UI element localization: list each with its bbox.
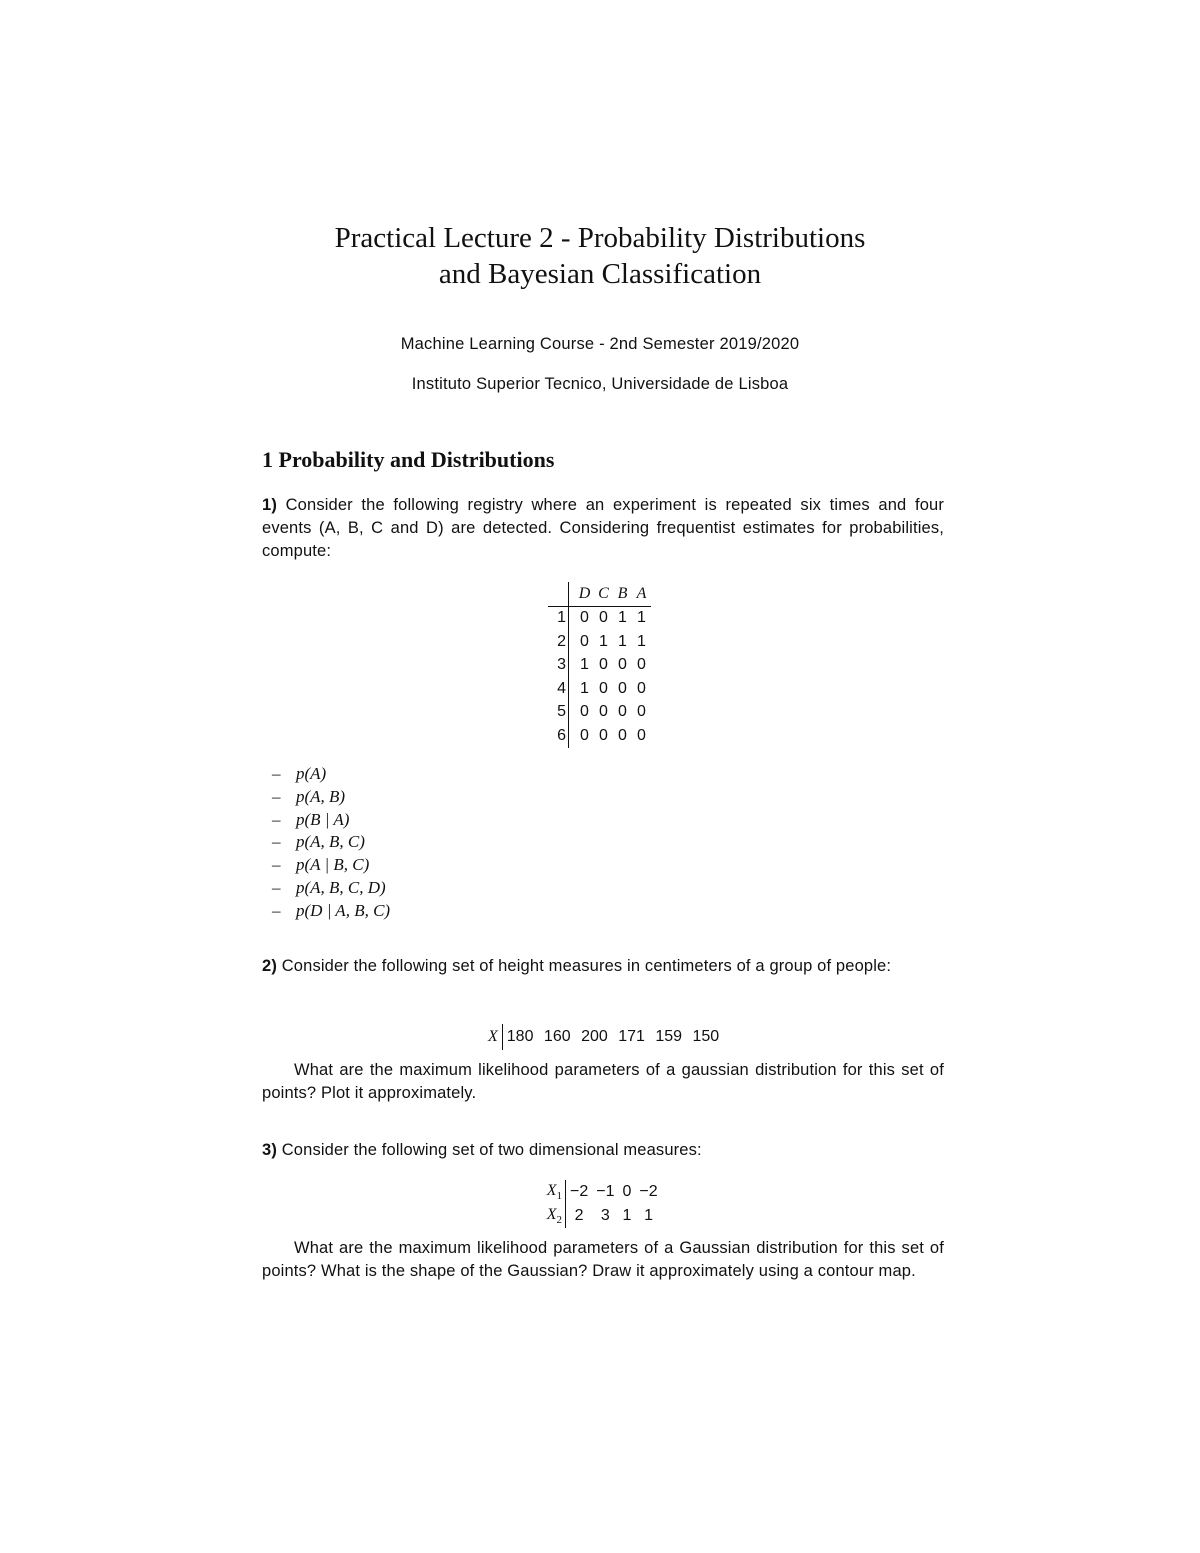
table-cell: 0 [599, 703, 608, 721]
table-row [548, 724, 651, 748]
list-item-text: p(D | A, B, C) [296, 900, 391, 920]
row-label: 5 [548, 701, 569, 725]
question-1 [262, 494, 944, 563]
question-3-followup [262, 1237, 944, 1283]
list-dash: – [272, 832, 281, 852]
table-cell: 0 [637, 726, 646, 744]
table-cell: 0 [637, 679, 646, 697]
table-row [536, 1204, 662, 1228]
course-subtitle: Machine Learning Course - 2nd Semester 2019/2020 [400, 335, 800, 353]
column-header: A [632, 582, 651, 606]
x2-label-text: X [546, 1205, 557, 1223]
column-header: C [594, 582, 613, 606]
question-3-number: 3) [262, 1141, 277, 1159]
question-2-followup [262, 1059, 944, 1105]
list-dash: – [272, 809, 281, 829]
table-cell: 0 [637, 703, 646, 721]
list-item-text: p(B | A) [296, 809, 350, 829]
question-2-text: Consider the following set of height measures in centimeters of a group of people: [281, 957, 892, 975]
question-2 [262, 955, 944, 978]
list-dash: – [272, 786, 281, 806]
table-row [548, 606, 651, 630]
list-dash: – [272, 764, 281, 783]
table-cell: −2 [570, 1183, 589, 1200]
table-row [548, 630, 651, 654]
table-cell: 1 [618, 609, 627, 627]
row-label: 6 [548, 724, 569, 748]
x2-subscript: 2 [556, 1214, 562, 1227]
x1-label-text: X [546, 1181, 557, 1199]
question-3-followup-text: What are the maximum likelihood parameters of a Gaussian distribution for this set of points? What is the shape of the Gaussian? Draw it approximately using a contour map. [262, 1239, 944, 1280]
x-label: X [488, 1024, 503, 1050]
table-header-row [548, 582, 651, 606]
list-dash: – [272, 855, 281, 875]
table-cell: 3 [600, 1207, 610, 1224]
x1-label [536, 1180, 566, 1204]
table-cell: −2 [639, 1183, 658, 1200]
table-cell: 0 [580, 726, 589, 744]
question-3-text: Consider the following set of two dimensional measures: [281, 1141, 702, 1159]
table-cell: 1 [618, 632, 627, 650]
list-item-text: p(A, B) [296, 786, 346, 806]
row-label: 1 [548, 606, 569, 630]
table-cell: 0 [622, 1183, 632, 1200]
column-header: B [613, 582, 632, 606]
list-dash: – [272, 900, 281, 920]
list-item [272, 809, 390, 832]
table-cell: 0 [618, 679, 627, 697]
list-item [272, 831, 390, 854]
table-row [548, 677, 651, 701]
table-cell: 1 [637, 632, 646, 650]
document-title-line2: and Bayesian Classification [438, 258, 762, 290]
table-cell: 1 [622, 1207, 632, 1224]
list-item-text: p(A, B, C) [296, 832, 365, 852]
table-cell: 1 [599, 632, 608, 650]
table-cell: 0 [599, 726, 608, 744]
x-values: 180 160 200 171 159 150 [506, 1028, 720, 1045]
table-cell: 1 [580, 656, 589, 674]
x2-label [536, 1204, 566, 1228]
table-row [536, 1180, 662, 1204]
event-registry-table [548, 582, 651, 748]
table-cell: 1 [580, 679, 589, 697]
question-2-followup-text: What are the maximum likelihood parameters of a gaussian distribution for this set of points? Plot it approximately. [262, 1061, 944, 1102]
section-heading: 1 Probability and Distributions [262, 447, 555, 472]
probability-list [272, 763, 390, 923]
list-item [272, 900, 390, 923]
table-cell: 0 [637, 656, 646, 674]
table-cell: 1 [637, 609, 646, 627]
row-label: 2 [548, 630, 569, 654]
list-item [272, 786, 390, 809]
list-item [272, 763, 390, 786]
row-label: 4 [548, 677, 569, 701]
table-cell: 0 [618, 703, 627, 721]
table-cell: 0 [599, 609, 608, 627]
question-1-number: 1) [262, 496, 277, 514]
table-row [548, 701, 651, 725]
column-header: D [569, 582, 595, 606]
table-cell: −1 [596, 1183, 615, 1200]
list-item-text: p(A, B, C, D) [296, 877, 386, 897]
table-cell: 0 [599, 679, 608, 697]
table-corner [548, 582, 569, 606]
list-item-text: p(A) [296, 764, 327, 783]
table-cell: 0 [599, 656, 608, 674]
table-cell: 0 [618, 726, 627, 744]
table-cell: 0 [580, 609, 589, 627]
two-dimensional-measures-table [536, 1180, 662, 1228]
institution-subtitle: Instituto Superior Tecnico, Universidade de Lisboa [411, 375, 789, 393]
list-item [272, 854, 390, 877]
list-dash: – [272, 877, 281, 897]
table-cell: 2 [574, 1207, 584, 1224]
list-item [272, 877, 390, 900]
question-1-text: Consider the following registry where an experiment is repeated six times and four events (A, B, C and D) are detected. Considering frequentist estimates for probabilities, compute: [262, 496, 945, 560]
question-3 [262, 1139, 944, 1162]
height-measures-row [488, 1024, 719, 1050]
table-cell: 1 [644, 1207, 653, 1224]
table-cell: 0 [580, 703, 589, 721]
table-cell: 0 [580, 632, 589, 650]
table-cell: 0 [618, 656, 627, 674]
row-label: 3 [548, 654, 569, 678]
x1-subscript: 1 [556, 1190, 562, 1203]
question-2-number: 2) [262, 957, 277, 975]
document-title-line1: Practical Lecture 2 - Probability Distributions [334, 222, 866, 254]
table-row [548, 654, 651, 678]
list-item-text: p(A | B, C) [296, 855, 370, 875]
